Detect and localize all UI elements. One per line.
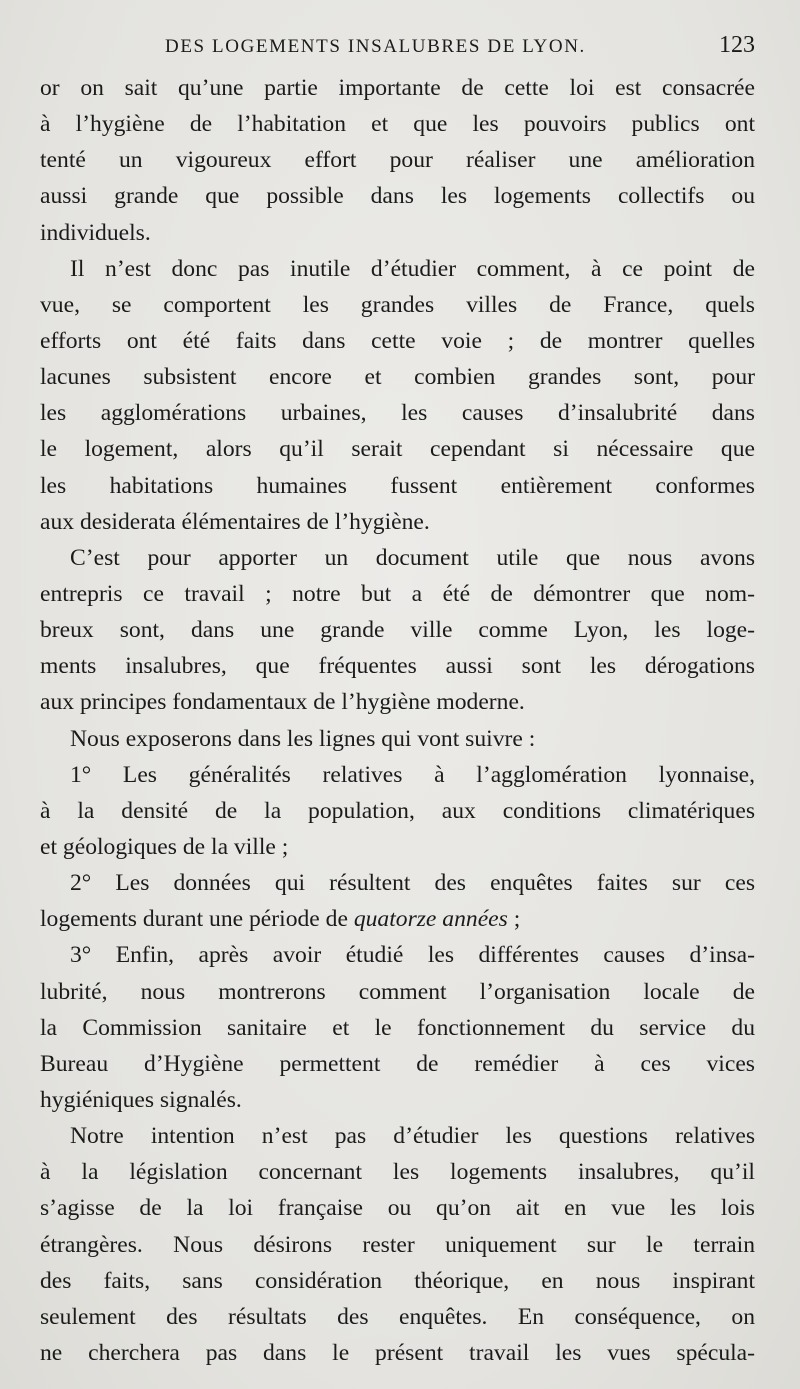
text-line: lacunes subsistent encore et combien grandes sont, pour [40, 364, 755, 391]
text-line: à la densité de la population, aux conditions climatériques [40, 797, 755, 824]
text-line: vue, se comportent les grandes villes de France, quels [40, 291, 755, 318]
text-line: le logement, alors qu’il serait cependant si nécessaire que [40, 436, 755, 463]
text-line: C’est pour apporter un document utile que nous avons [70, 544, 755, 571]
running-title: DES LOGEMENTS INSALUBRES DE LYON. [165, 36, 586, 57]
text-line: et géologiques de la ville ; [40, 833, 289, 860]
text-line: s’agisse de la loi française ou qu’on ait en vue les lois [40, 1195, 755, 1222]
text-line: hygiéniques signalés. [40, 1086, 242, 1113]
text-line: la Commission sanitaire et le fonctionnement du service du [40, 1014, 755, 1041]
text-segment: logements durant une période de [40, 906, 354, 933]
text-line: breux sont, dans une grande ville comme Lyon, les loge- [40, 617, 755, 644]
text-line: à la législation concernant les logements insalubres, qu’il [40, 1159, 755, 1186]
body-text [40, 70, 755, 1371]
text-line: Il n’est donc pas inutile d’étudier comment, à ce point de [70, 255, 755, 282]
italic-phrase: quatorze années [353, 906, 508, 933]
text-line: lubrité, nous montrerons comment l’organisation locale de [40, 978, 755, 1005]
text-line: les agglomérations urbaines, les causes d’insalubrité dans [40, 400, 755, 427]
text-line: or on sait qu’une partie importante de cette loi est consacrée [40, 75, 755, 101]
running-head [40, 30, 755, 70]
text-line: ne cherchera pas dans le présent travail les vues spécula- [40, 1339, 755, 1366]
text-line: des faits, sans considération théorique, en nous inspirant [40, 1267, 755, 1294]
text-line: 2° Les données qui résultent des enquêtes faites sur ces [70, 870, 755, 897]
text-line: Notre intention n’est pas d’étudier les questions relatives [70, 1123, 755, 1150]
text-line: aux principes fondamentaux de l’hygiène moderne. [40, 689, 525, 716]
text-segment: ; [507, 906, 521, 933]
text-line: efforts ont été faits dans cette voie ; de montrer quelles [40, 327, 755, 354]
text-line: étrangères. Nous désirons rester uniquement sur le terrain [40, 1231, 755, 1258]
text-line: seulement des résultats des enquêtes. En conséquence, on [40, 1303, 755, 1330]
text-line: les habitations humaines fussent entièrement conformes [40, 472, 755, 499]
text-line: tenté un vigoureux effort pour réaliser une amélioration [40, 147, 755, 174]
page-number: 123 [719, 32, 755, 58]
text-line: aux desiderata élémentaires de l’hygiène. [40, 508, 430, 535]
text-line: entrepris ce travail ; notre but a été de démontrer que nom- [40, 580, 755, 607]
text-line: à l’hygiène de l’habitation et que les pouvoirs publics ont [40, 111, 755, 138]
text-line: 3° Enfin, après avoir étudié les différentes causes d’insa- [70, 942, 755, 969]
text-line: individuels. [40, 219, 151, 246]
text-line: aussi grande que possible dans les logements collectifs ou [40, 183, 755, 210]
text-line: 1° Les généralités relatives à l’agglomération lyonnaise, [70, 761, 755, 788]
text-line: ments insalubres, que fréquentes aussi sont les dérogations [40, 653, 755, 680]
text-line: Nous exposerons dans les lignes qui vont suivre : [70, 725, 536, 752]
text-line-mixed [40, 901, 755, 937]
text-line: Bureau d’Hygiène permettent de remédier à ces vices [40, 1050, 755, 1077]
